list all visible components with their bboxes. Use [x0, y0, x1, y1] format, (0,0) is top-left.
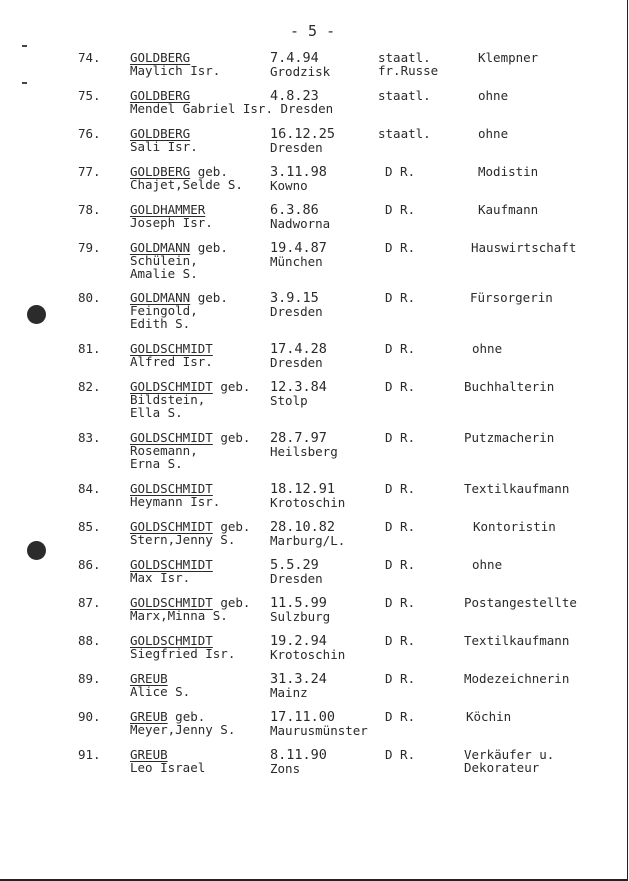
- page-number: - 5 -: [290, 22, 336, 40]
- entry-name: [130, 241, 228, 280]
- entry-surname: GREUB: [130, 747, 168, 762]
- entry-birth: [270, 748, 327, 775]
- entry-name-suffix: geb.: [190, 164, 228, 179]
- entry-occupation-line: ohne: [478, 126, 509, 141]
- entry-birth-place: Marburg/L.: [270, 533, 346, 548]
- entry-name-line: Alice S.: [130, 684, 191, 699]
- entry-surname: GOLDSCHMIDT: [130, 557, 213, 572]
- entry-birth-date: 31.3.24: [270, 671, 327, 687]
- entry-occupation-line: Fürsorgerin: [470, 290, 553, 305]
- entry-number: 83.: [78, 430, 101, 445]
- entry-name-line: Sali Isr.: [130, 139, 198, 154]
- entry-citizenship: D R.: [385, 671, 416, 686]
- entry-birth-date: 11.5.99: [270, 595, 327, 611]
- margin-mark: [22, 82, 27, 84]
- entry-name-suffix: geb.: [212, 519, 251, 534]
- entry-birth: [270, 291, 323, 318]
- entry-occupation-line: Dekorateur: [464, 760, 540, 775]
- entry-name-line: Maylich Isr.: [130, 63, 221, 78]
- entry-name-line: Max Isr.: [130, 570, 191, 585]
- entry-occupation-line: ohne: [478, 88, 509, 103]
- entry-birth: [270, 520, 345, 547]
- entry-birth-date: 19.2.94: [270, 633, 327, 649]
- entry-name: [130, 380, 250, 419]
- entry-name-suffix: geb.: [212, 430, 251, 445]
- entry-occupation-line: Verkäufer u.: [464, 747, 555, 762]
- entry-occupation: [464, 596, 577, 609]
- entry-birth-date: 17.11.00: [270, 709, 336, 725]
- entry-surname: GOLDSCHMIDT: [130, 481, 213, 496]
- entry-status: [385, 342, 415, 355]
- entry-occupation-line: Kaufmann: [478, 202, 539, 217]
- entry-surname: GOLDSCHMIDT: [130, 341, 213, 356]
- entry-surname: GOLDSCHMIDT: [130, 595, 213, 610]
- entry-name-line: Joseph Isr.: [130, 215, 213, 230]
- entry-number: 74.: [78, 50, 101, 65]
- entry-citizenship: D R.: [385, 595, 416, 610]
- entry-birth-place: Kowno: [270, 178, 308, 193]
- entry-surname: GOLDHAMMER: [130, 202, 206, 217]
- entry-birth-place: Dresden: [270, 140, 323, 155]
- entry-name: [130, 51, 220, 77]
- entry-name: [130, 672, 190, 698]
- entry-birth-date: 6.3.86: [270, 202, 319, 218]
- entry-birth-date: 28.7.97: [270, 430, 327, 446]
- entry-name: [130, 520, 250, 546]
- entry-surname: GOLDBERG: [130, 164, 191, 179]
- entry-surname: GOLDBERG: [130, 50, 191, 65]
- entry-citizenship: D R.: [385, 481, 416, 496]
- entry-occupation: [466, 710, 511, 723]
- entry-occupation: [478, 203, 538, 216]
- entry-status: [385, 520, 415, 533]
- entry-name-line: Edith S.: [130, 316, 191, 331]
- entry-name-suffix: geb.: [190, 290, 228, 305]
- entry-birth: [270, 710, 368, 737]
- entry-citizenship: D R.: [385, 164, 416, 179]
- punch-hole: [27, 541, 46, 560]
- entry-name-line: Erna S.: [130, 456, 183, 471]
- entry-status: [385, 596, 415, 609]
- entry-number: 78.: [78, 202, 101, 217]
- entry-name-line: Chajet,Selde S.: [130, 177, 243, 192]
- punch-hole: [27, 305, 46, 324]
- entry-citizenship: D R.: [385, 519, 416, 534]
- entry-citizenship: staatl.: [378, 88, 431, 103]
- entry-name-line: Alfred Isr.: [130, 354, 213, 369]
- entry-surname: GOLDSCHMIDT: [130, 430, 213, 445]
- entry-status: [378, 127, 431, 140]
- entry-name: [130, 634, 235, 660]
- entry-birth-place: Dresden: [270, 571, 323, 586]
- entry-name: [130, 165, 243, 191]
- entry-occupation: [464, 482, 569, 495]
- entry-status: [378, 51, 438, 77]
- entry-status: [378, 89, 431, 102]
- entry-birth: [270, 51, 330, 78]
- entry-name: [130, 342, 213, 368]
- entry-occupation: [464, 431, 554, 444]
- entry-birth-date: 19.4.87: [270, 240, 327, 256]
- entry-birth: [270, 672, 327, 699]
- entry-birth-place: Stolp: [270, 393, 308, 408]
- entry-name-suffix: geb.: [212, 379, 251, 394]
- entry-name-line: Leo Israel: [130, 760, 206, 775]
- entry-citizenship: staatl.: [378, 126, 431, 141]
- entry-status: [385, 672, 415, 685]
- entry-occupation-line: Putzmacherin: [464, 430, 555, 445]
- entry-birth-date: 16.12.25: [270, 126, 336, 142]
- entry-name: [130, 127, 198, 153]
- entry-birth: [270, 342, 327, 369]
- entry-birth-place: Mainz: [270, 685, 308, 700]
- entry-name: [130, 710, 235, 736]
- entry-surname: GOLDMANN: [130, 290, 191, 305]
- entry-status: [385, 380, 415, 393]
- entry-status: [385, 431, 415, 444]
- entry-number: 87.: [78, 595, 101, 610]
- entry-birth: [270, 558, 323, 585]
- entry-name: [130, 203, 213, 229]
- entry-status: [385, 165, 415, 178]
- entry-birth-date: 12.3.84: [270, 379, 327, 395]
- entry-birth-place: Krotoschin: [270, 647, 346, 662]
- entry-name: [130, 596, 250, 622]
- entry-birth-place: Dresden: [270, 304, 323, 319]
- entry-number: 79.: [78, 240, 101, 255]
- entry-name-line: Schülein,: [130, 253, 198, 268]
- entry-status: [385, 558, 415, 571]
- entry-birth: [270, 380, 327, 407]
- entry-birth: [270, 89, 319, 103]
- entry-occupation: [473, 520, 556, 533]
- entry-citizenship: D R.: [385, 341, 416, 356]
- entry-birth-place: Sulzburg: [270, 609, 331, 624]
- entry-birth-place: Nadworna: [270, 216, 331, 231]
- entry-name-line: Heymann Isr.: [130, 494, 221, 509]
- entry-birth-place: Krotoschin: [270, 495, 346, 510]
- entry-surname: GOLDBERG: [130, 126, 191, 141]
- entry-name: [130, 482, 220, 508]
- entry-name-line: Meyer,Jenny S.: [130, 722, 236, 737]
- entry-birth-date: 3.11.98: [270, 164, 327, 180]
- entry-occupation-line: Postangestellte: [464, 595, 577, 610]
- entry-name-suffix: geb.: [167, 709, 206, 724]
- entry-birth: [270, 634, 345, 661]
- entry-birth-date: 4.8.23: [270, 88, 319, 104]
- entry-name-line: Ella S.: [130, 405, 183, 420]
- entry-citizenship: D R.: [385, 557, 416, 572]
- entry-birth-date: 28.10.82: [270, 519, 336, 535]
- entry-name-line: Amalie S.: [130, 266, 198, 281]
- entry-occupation-line: Klempner: [478, 50, 539, 65]
- entry-surname: GOLDSCHMIDT: [130, 379, 213, 394]
- entry-birth-date: 5.5.29: [270, 557, 319, 573]
- entry-number: 90.: [78, 709, 101, 724]
- entry-birth: [270, 431, 338, 458]
- entry-birth-place: Grodzisk: [270, 64, 331, 79]
- entry-birth-place: München: [270, 254, 323, 269]
- entry-occupation-line: Köchin: [466, 709, 512, 724]
- entry-birth-date: 3.9.15: [270, 290, 319, 306]
- entry-name-line: Feingold,: [130, 303, 198, 318]
- entry-name-line: Siegfried Isr.: [130, 646, 236, 661]
- entry-number: 81.: [78, 341, 101, 356]
- entry-occupation: [472, 342, 502, 355]
- entry-number: 76.: [78, 126, 101, 141]
- entry-name: [130, 748, 205, 774]
- entry-name: [130, 558, 213, 584]
- entry-status: [385, 748, 415, 761]
- entry-birth-place: Maurusmünster: [270, 723, 368, 738]
- entry-birth-place: Dresden: [270, 355, 323, 370]
- entry-occupation-line: Modezeichnerin: [464, 671, 570, 686]
- entry-occupation-line: Modistin: [478, 164, 539, 179]
- entry-occupation-line: Textilkaufmann: [464, 633, 570, 648]
- entry-occupation: [472, 558, 502, 571]
- margin-mark: [22, 45, 27, 47]
- entry-surname: GOLDSCHMIDT: [130, 633, 213, 648]
- entry-status: [385, 710, 415, 723]
- entry-occupation: [478, 165, 538, 178]
- entry-occupation: [464, 634, 569, 647]
- entry-status: [385, 634, 415, 647]
- entry-name: [130, 291, 228, 330]
- entry-surname: GREUB: [130, 709, 168, 724]
- entry-status: [385, 241, 415, 254]
- entry-citizenship: D R.: [385, 747, 416, 762]
- entry-surname: GOLDBERG: [130, 88, 191, 103]
- entry-status: [385, 291, 415, 304]
- entry-occupation-line: ohne: [472, 341, 503, 356]
- entry-name-suffix: geb.: [190, 240, 228, 255]
- entry-occupation-line: Textilkaufmann: [464, 481, 570, 496]
- entry-birth: [270, 241, 327, 268]
- entry-number: 82.: [78, 379, 101, 394]
- entry-occupation-line: Buchhalterin: [464, 379, 555, 394]
- entry-surname: GOLDSCHMIDT: [130, 519, 213, 534]
- entry-birth: [270, 203, 330, 230]
- entry-number: 89.: [78, 671, 101, 686]
- entry-occupation: [464, 748, 554, 774]
- entry-birth: [270, 596, 330, 623]
- entry-number: 86.: [78, 557, 101, 572]
- entry-surname: GREUB: [130, 671, 168, 686]
- entry-name: [130, 431, 250, 470]
- entry-number: 85.: [78, 519, 101, 534]
- entry-citizenship: D R.: [385, 290, 416, 305]
- entry-name-line: Stern,Jenny S.: [130, 532, 236, 547]
- entry-number: 88.: [78, 633, 101, 648]
- entry-number: 75.: [78, 88, 101, 103]
- entry-birth-place: Heilsberg: [270, 444, 338, 459]
- entry-occupation: [464, 672, 569, 685]
- entry-name-suffix: geb.: [212, 595, 251, 610]
- entry-name-line: Bildstein,: [130, 392, 206, 407]
- entry-citizenship: D R.: [385, 430, 416, 445]
- entry-birth: [270, 127, 335, 154]
- entry-occupation: [478, 89, 508, 102]
- entry-citizenship-note: fr.Russe: [378, 63, 439, 78]
- entry-name-line: Rosemann,: [130, 443, 198, 458]
- entry-birth: [270, 482, 345, 509]
- entry-name-line: Marx,Minna S.: [130, 608, 228, 623]
- entry-birth-place: Zons: [270, 761, 301, 776]
- entry-occupation: [478, 127, 508, 140]
- entry-status: [385, 482, 415, 495]
- entry-occupation: [464, 380, 554, 393]
- entry-citizenship: D R.: [385, 633, 416, 648]
- entry-citizenship: staatl.: [378, 50, 431, 65]
- entry-occupation: [478, 51, 538, 64]
- entry-number: 77.: [78, 164, 101, 179]
- entry-name-line: Mendel Gabriel Isr. Dresden: [130, 101, 334, 116]
- entry-citizenship: D R.: [385, 202, 416, 217]
- entry-birth-date: 7.4.94: [270, 50, 319, 66]
- entry-birth-date: 18.12.91: [270, 481, 336, 497]
- entry-citizenship: D R.: [385, 709, 416, 724]
- entry-birth-date: 8.11.90: [270, 747, 327, 763]
- entry-occupation: [471, 241, 576, 254]
- entry-occupation-line: Kontoristin: [473, 519, 556, 534]
- entry-number: 91.: [78, 747, 101, 762]
- entry-occupation-line: ohne: [472, 557, 503, 572]
- entry-citizenship: D R.: [385, 379, 416, 394]
- entry-occupation: [470, 291, 553, 304]
- entry-citizenship: D R.: [385, 240, 416, 255]
- entry-birth: [270, 165, 327, 192]
- entry-surname: GOLDMANN: [130, 240, 191, 255]
- entry-birth-date: 17.4.28: [270, 341, 327, 357]
- entry-status: [385, 203, 415, 216]
- entry-number: 80.: [78, 290, 101, 305]
- entry-number: 84.: [78, 481, 101, 496]
- entry-occupation-line: Hauswirtschaft: [471, 240, 577, 255]
